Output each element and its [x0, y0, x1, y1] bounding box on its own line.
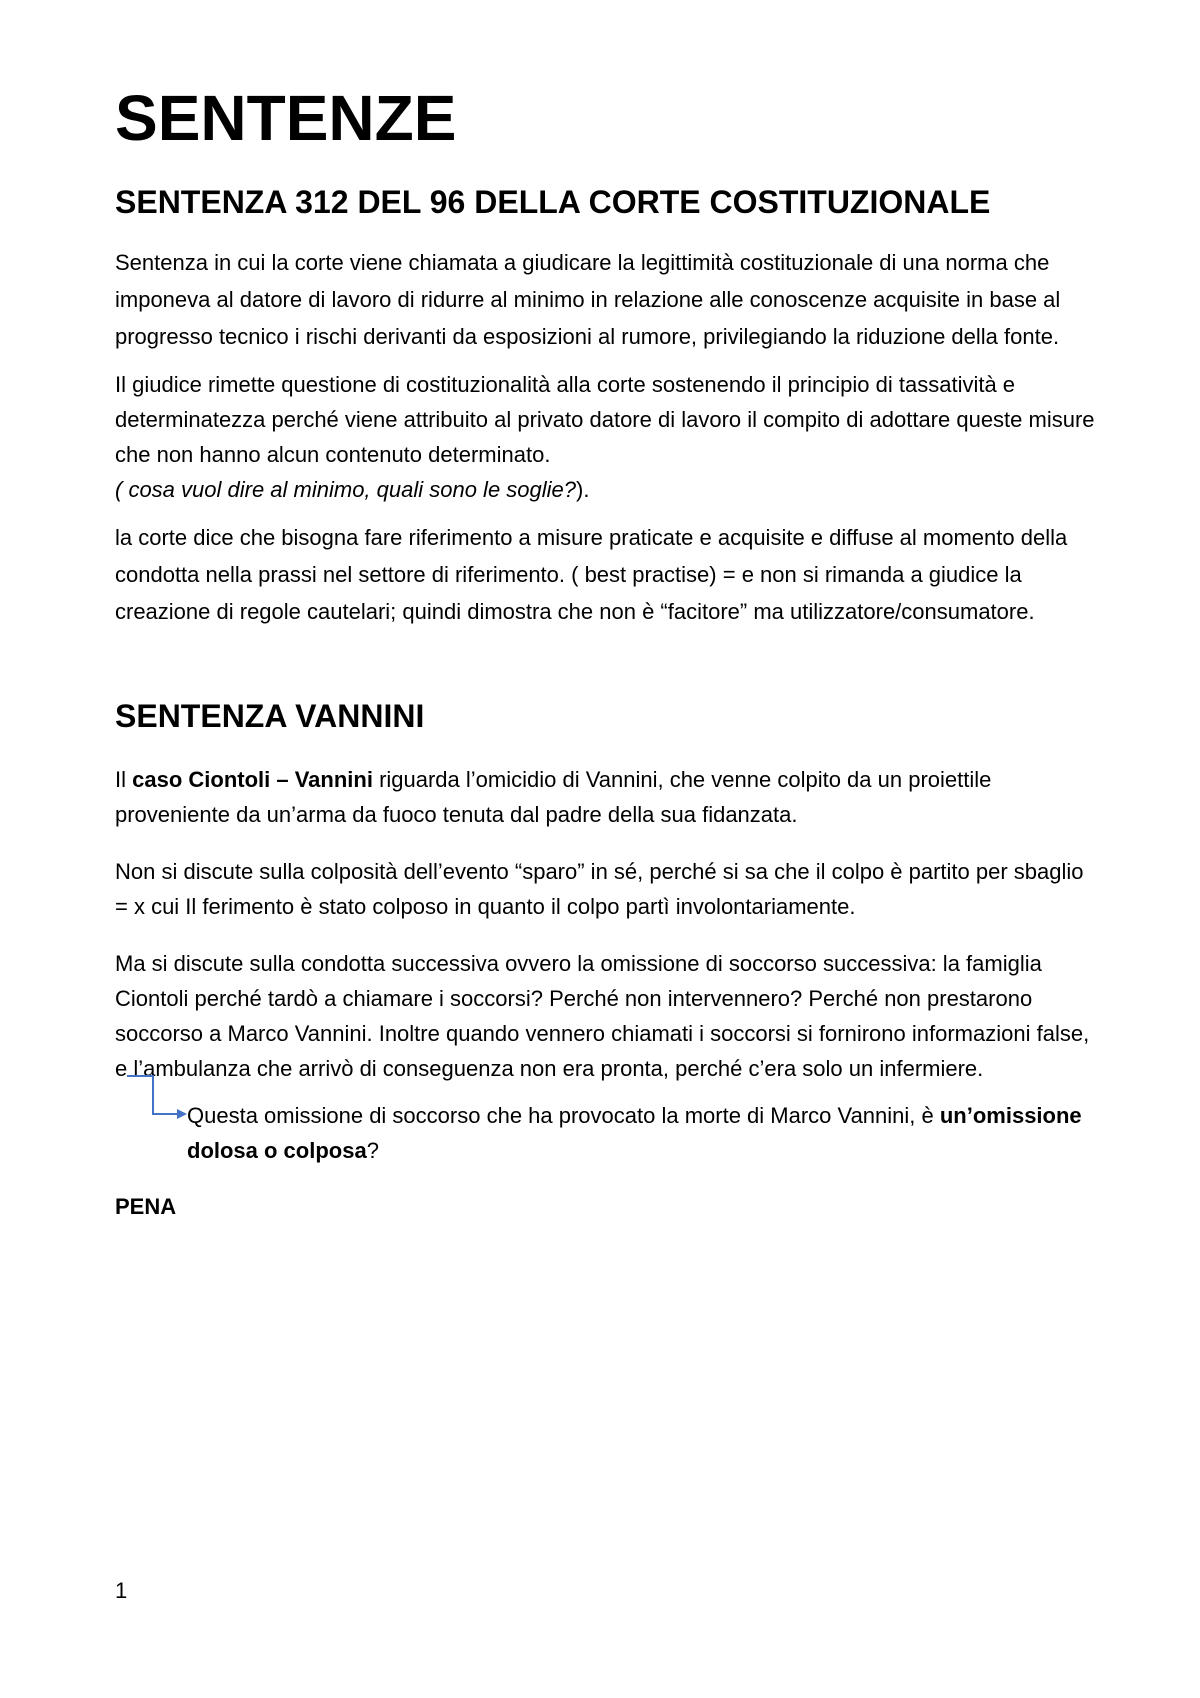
paragraph-corte-dice: la corte dice che bisogna fare riferimento a misure praticate e acquisite e diffuse al momento della condotta nella prassi nel settore di riferimento. ( best practise) = e non si rimanda a giudice la creazione di regole cautelari; quindi dimostra che non è “facitore” ma utilizzatore/consumatore.: [115, 525, 1068, 624]
pena-label: PENA: [115, 1194, 177, 1219]
caso-ciontoli-vannini-bold: caso Ciontoli – Vannini: [132, 767, 373, 792]
omissione-question-text: Questa omissione di soccorso che ha provocato la morte di Marco Vannini, è: [187, 1103, 940, 1128]
page-number: 1: [115, 1578, 128, 1603]
section-heading-vannini: SENTENZA VANNINI: [115, 698, 425, 734]
omissione-question-mark: ?: [366, 1138, 379, 1163]
paragraph-giudice-rimette-text: Il giudice rimette questione di costituzionalità alla corte sostenendo il principio di tassatività e determinatezza perché viene attribuito al privato datore di lavoro il compito di adottare queste misure che non hanno alcun contenuto determinato.: [115, 372, 1095, 467]
paragraph-caso-ciontoli: [115, 762, 1100, 832]
paragraph-colposita: Non si discute sulla colposità dell’evento “sparo” in sé, perché si sa che il colpo è partito per sbaglio = x cui Il ferimento è stato colposo in quanto il colpo partì involontariamente.: [115, 859, 1084, 919]
paragraph-condotta-successiva: Ma si discute sulla condotta successiva ovvero la omissione di soccorso successiva: la famiglia Ciontoli perché tardò a chiamare i soccorsi? Perché non intervennero? Perché non prestarono soccorso a Marco Vannini. Inoltre quando vennero chiamati i soccorsi si fornirono informazioni false, e l’ambulanza che arrivò di conseguenza non era pronta, perché c’era solo un infermiere.: [115, 951, 1090, 1081]
elbow-arrow-icon: [125, 1074, 195, 1124]
spacer: [115, 642, 1100, 696]
page-content: [115, 78, 1100, 1224]
paragraph-omissione-question: [187, 1098, 1100, 1168]
section-heading-sentenza-312: SENTENZA 312 DEL 96 DELLA CORTE COSTITUZIONALE: [115, 184, 991, 220]
spacer: [115, 844, 1100, 854]
paragraph-giudice-rimette: [115, 367, 1100, 507]
omissione-dolosa-colposa-bold: un’omissione dolosa o colposa: [187, 1103, 1082, 1163]
caso-intro-text: Il: [115, 767, 133, 792]
arrow-callout: [115, 1098, 1100, 1168]
caso-rest-text: riguarda l’omicidio di Vannini, che venne colpito da un proiettile proveniente da un’arma da fuoco tenuta dal padre della sua fidanzata.: [115, 767, 992, 827]
paragraph-sentenza-312-intro: Sentenza in cui la corte viene chiamata a giudicare la legittimità costituzionale di una norma che imponeva al datore di lavoro di ridurre al minimo in relazione alle conoscenze acquisite in base al progresso tecnico i rischi derivanti da esposizioni al rumore, privilegiando la riduzione della fonte.: [115, 250, 1061, 349]
document-title: SENTENZE: [115, 82, 457, 154]
spacer: [115, 936, 1100, 946]
italic-question-end: ).: [576, 477, 590, 502]
italic-question: ( cosa vuol dire al minimo, quali sono le soglie?: [115, 477, 577, 502]
